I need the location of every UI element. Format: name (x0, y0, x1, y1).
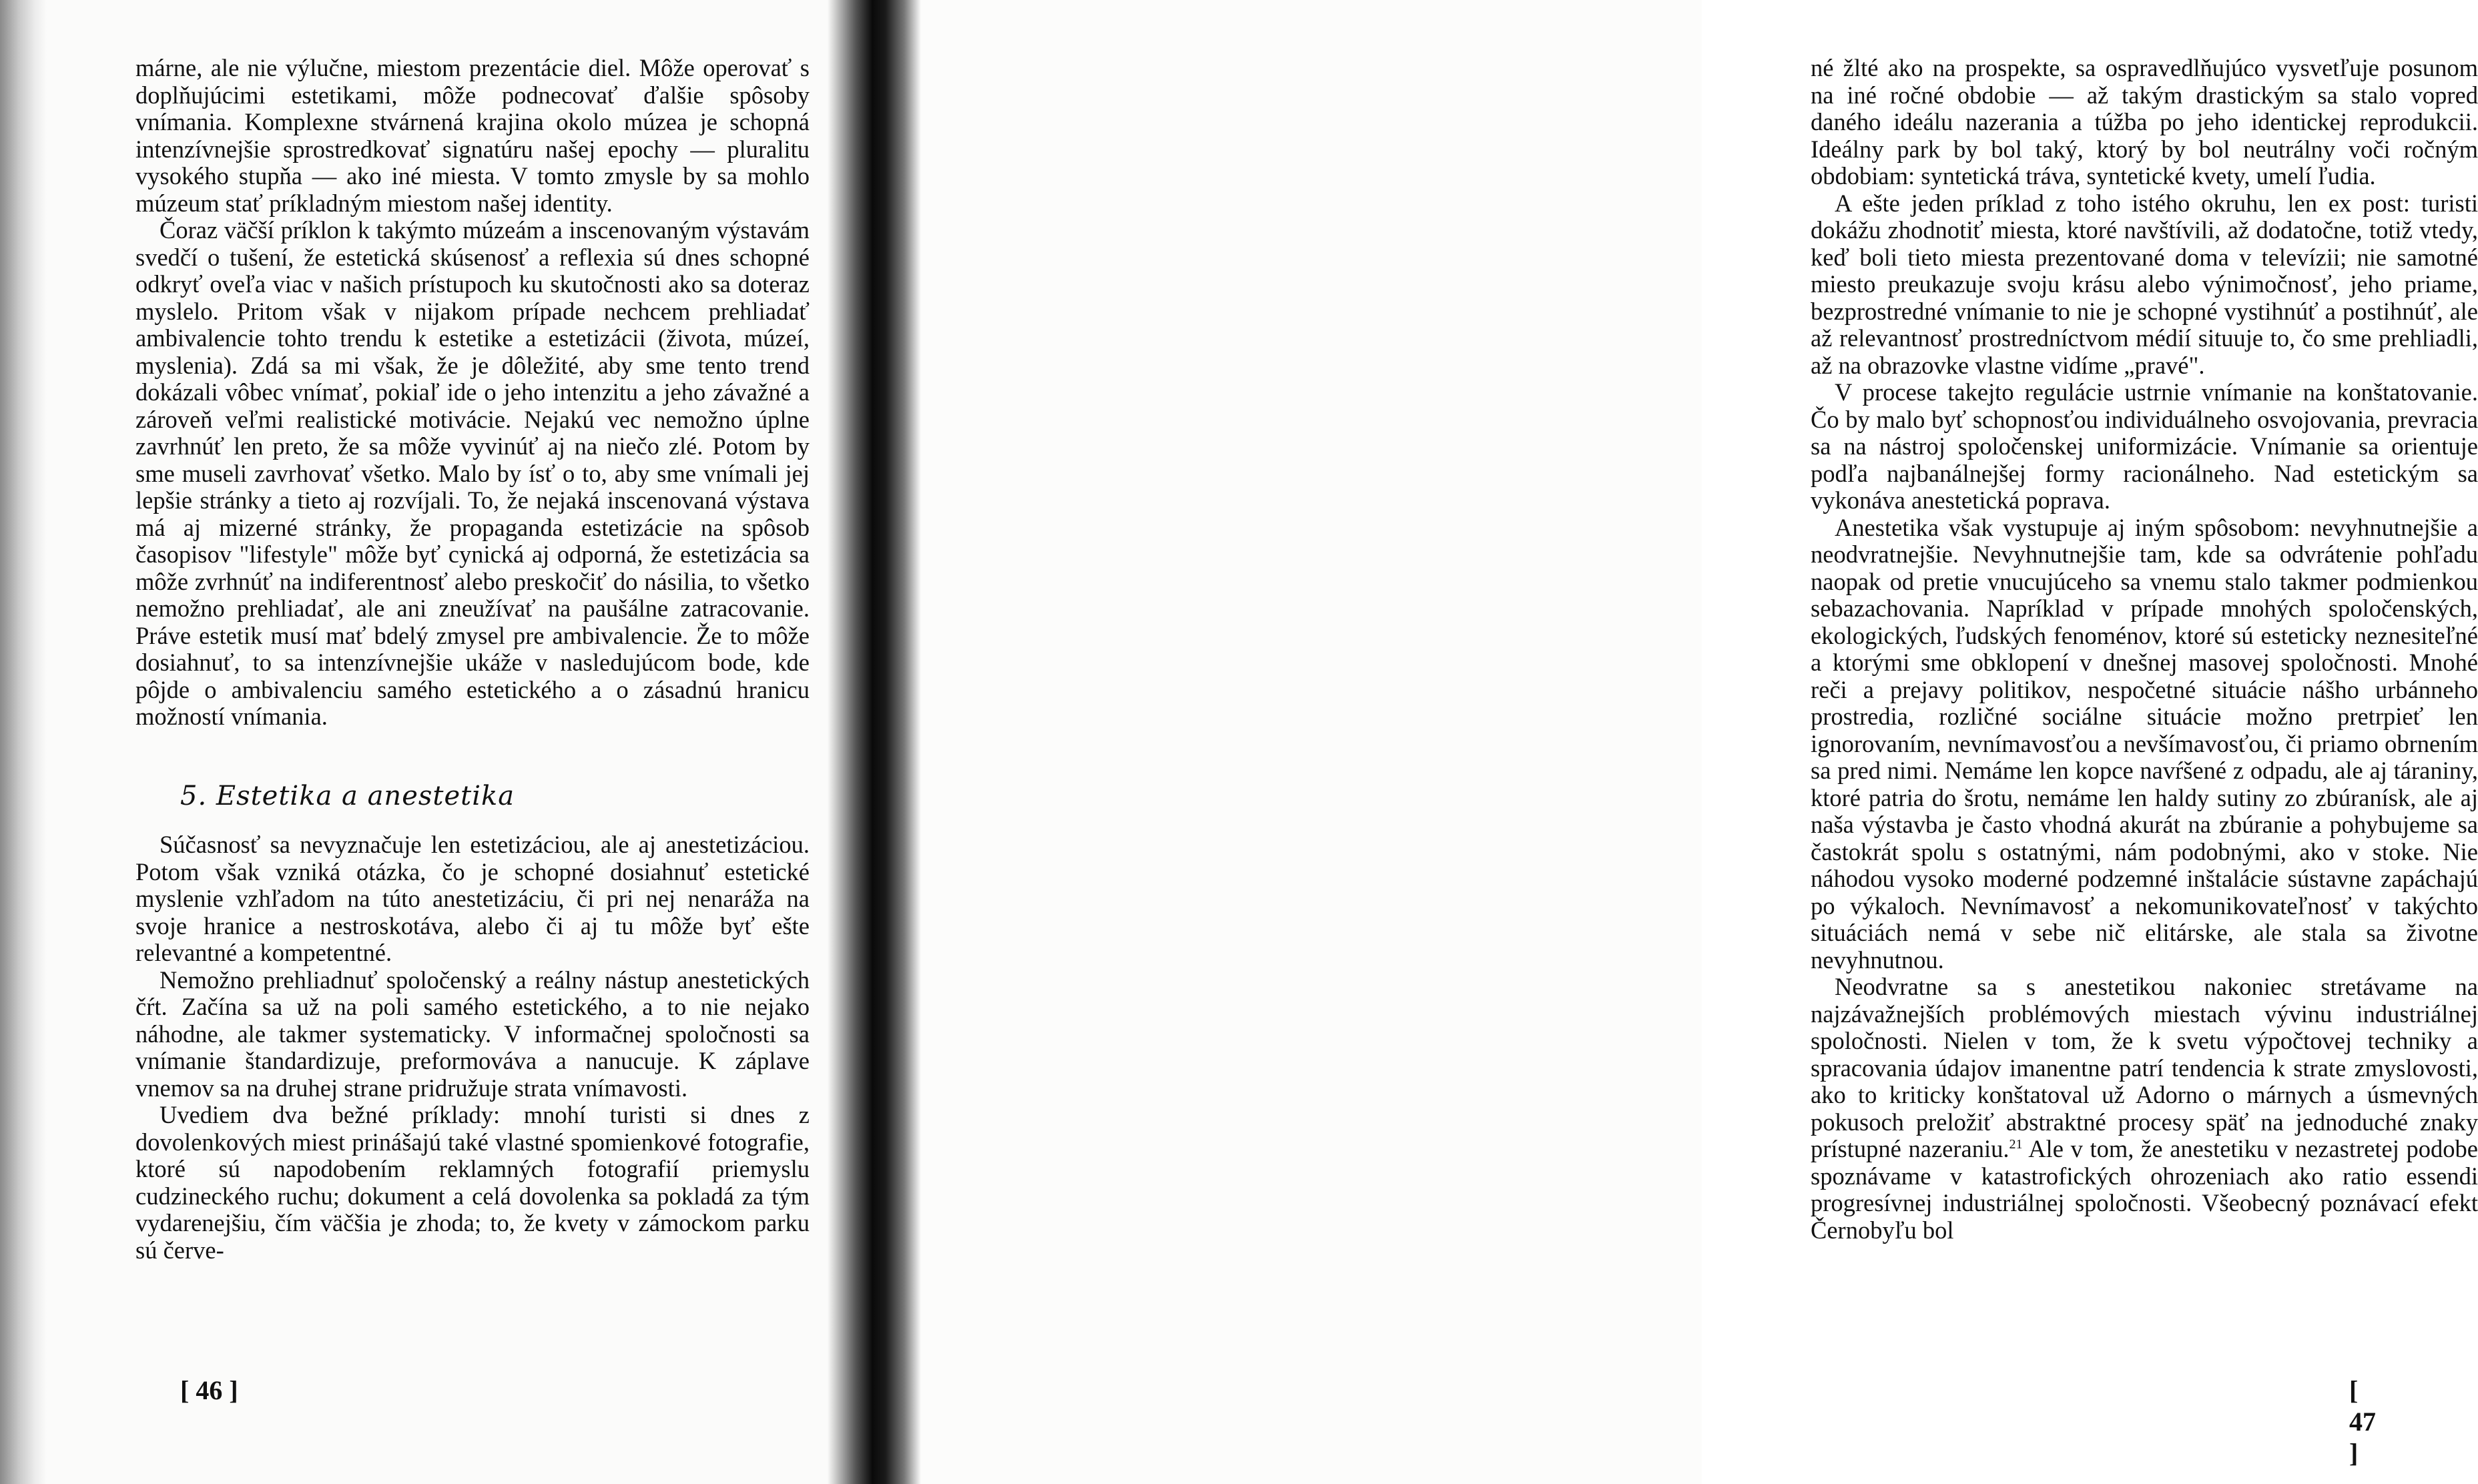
left-page-body-bottom (135, 831, 810, 1264)
section-heading: 5. Estetika a anestetika (180, 781, 515, 811)
paragraph (1811, 974, 2478, 1244)
page-edge-shadow (0, 0, 47, 1484)
paragraph: Súčasnosť sa nevyznačuje len estetizáciou, ale aj anestetizáciou. Potom však vzniká otázka, čo je schopné dosiahnuť estetické myslenie vzhľadom na túto anestetizáciu, či pri nej nenaráža na svoje hranice a nestroskotáva, alebo či aj tu môže byť ešte relevantné a kompetentné. (135, 831, 810, 966)
paragraph: né žlté ako na prospekte, sa ospravedlňujúco vysvetľuje posunom na iné ročné obdobie — až takým drastickým sa stalo vopred daného ideálu nazerania a túžba po jeho identickej reprodukcii. Ideálny park by bol taký, ktorý by bol neutrálny voči ročným obdobiam: syntetická tráva, syntetické kvety, umelí ľudia. (1811, 54, 2478, 190)
page-number: [ 47 ] (2349, 1375, 2376, 1468)
right-page-body (1811, 55, 2478, 1244)
paragraph-text: Neodvratne sa s anestetikou nakoniec stretávame na najzávažnejších problémových miestach vývinu industriálnej spoločnosti. Nielen v tom, že k svetu výpočtovej techniky a spracovania údajov imanentne patrí tendencia k strate zmyslovosti, ako to kriticky konštatoval už Adorno o márnych a úsmevných pokusoch preložiť abstraktné procesy späť na jednoduché znaky prístupné nazeraniu. (1811, 973, 2478, 1162)
left-page-body-top (135, 55, 810, 731)
paragraph: Čoraz väčší príklon k takýmto múzeám a inscenovaným výstavám svedčí o tušení, že estetická skúsenosť a reflexia sú dnes schopné odkryť oveľa viac v našich prístupoch ku skutočnosti ako sa doteraz myslelo. Pritom však v nijakom prípade nechcem prehliadať ambivalencie tohto trendu k estetike a estetizácii (života, múzeí, myslenia). Zdá sa mi však, že je dôležité, aby sme tento trend dokázali vôbec vnímať, pokiaľ ide o jeho intenzitu a jeho závažné a zároveň veľmi realistické motivácie. Nejakú vec nemožno úplne zavrhnúť len preto, že sa môže vyvinúť aj na niečo zlé. Potom by sme museli zavrhovať všetko. Malo by ísť o to, aby sme vnímali jej lepšie stránky a tieto aj rozvíjali. To, že nejaká inscenovaná výstava má aj mizerné stránky, že propaganda estetizácie na spôsob časopisov "lifestyle" môže byť cynická aj odporná, že estetizácia sa môže zvrhnúť na indiferentnosť alebo preskočiť do násilia, to všetko nemožno prehliadať, ale ani zneužívať na paušálne zatracovanie. Práve estetik musí mať bdelý zmysel pre ambivalencie. Že to môže dosiahnuť, to sa intenzívnejšie ukáže v nasledujúcom bode, kde pôjde o ambivalenciu samého estetického a o zásadnú hranicu možností vnímania. (135, 216, 810, 730)
paragraph: V procese takejto regulácie ustrnie vnímanie na konštatovanie. Čo by malo byť schopnosťou individuálneho osvojovania, prevracia sa na nástroj spoločenskej uniformizácie. Vnímanie sa orientuje podľa najbanálnejšej formy racionálneho. Nad estetickým sa vykonáva anestetická poprava. (1811, 378, 2478, 514)
paragraph: Uvediem dva bežné príklady: mnohí turisti si dnes z dovolenkových miest prinášajú také vlastné spomienkové fotografie, ktoré sú napodobením reklamných fotografií priemyslu cudzineckého ruchu; dokument a celá dovolenka sa pokladá za tým vydarenejšiu, čím väčšia je zhoda; to, že kvety v zámockom parku sú červe- (135, 1101, 810, 1264)
paragraph: márne, ale nie výlučne, miestom prezentácie diel. Môže operovať s doplňujúcimi estetikami, môže podnecovať ďalšie spôsoby vnímania. Komplexne stvárnená krajina okolo múzea je schopná intenzívnejšie sprostredkovať signatúru našej epochy — pluralitu vysokého stupňa — ako iné miesta. V tomto zmysle by sa mohlo múzeum stať príkladným miestom našej identity. (135, 54, 810, 217)
paragraph: A ešte jeden príklad z toho istého okruhu, len ex post: turisti dokážu zhodnotiť miesta, ktoré navštívili, až dodatočne, totiž vtedy, keď boli tieto miesta prezentované doma v televízii; nie samotné miesto preukazuje svoju krásu alebo výnimočnosť, jeho priame, bezprostredné vnímanie to nie je schopné vystihnúť a postihnúť, ale až relevantnosť prostredníctvom médií situuje to, čo sme prehliadli, až na obrazovke vlastne vidíme „pravé". (1811, 189, 2478, 379)
book-gutter-shadow (828, 0, 921, 1484)
footnote-reference: 21 (2009, 1136, 2023, 1152)
left-page (0, 0, 851, 1484)
paragraph: Nemožno prehliadnuť spoločenský a reálny nástup anestetických čŕt. Začína sa už na poli samého estetického, a to nie nejako náhodne, ale takmer systematicky. V informačnej spoločnosti sa vnímanie štandardizuje, preformováva a nanucuje. K záplave vnemov sa na druhej strane pridružuje strata vnímavosti. (135, 966, 810, 1102)
page-number: [ 46 ] (180, 1375, 238, 1405)
paragraph: Anestetika však vystupuje aj iným spôsobom: nevyhnutnejšie a neodvratnejšie. Nevyhnutnejšie tam, kde sa odvrátenie pohľadu naopak od pretie vnucujúceho sa vnemu stalo takmer podmienkou sebazachovania. Napríklad v prípade mnohých spoločenských, ekologických, ľudských fenoménov, ktoré sú esteticky neznesiteľné a ktorými sme obklopení v dnešnej masovej spoločnosti. Mnohé reči a prejavy politikov, nespočetné situácie nášho urbánneho prostredia, rozličné sociálne situácie možno pretrpieť len ignorovaním, nevnímavosťou a nevšímavosťou, či priamo obrnením sa pred nimi. Nemáme len kopce navŕšené z odpadu, ale aj táraniny, ktoré patria do šrotu, nemáme len haldy sutiny zo zbúranísk, ale aj naša výstavba je často vhodná akurát na zbúranie a pohybujeme sa častokrát spolu s ostatnými, nám podobnými, ako v stoke. Nie náhodou vysoko moderné podzemné inštalácie sústavne zapáchajú po výkaloch. Nevnímavosť a nekomunikovateľnosť v takýchto situáciách nemá v sebe nič elitárske, ale stala sa životne nevyhnutnou. (1811, 513, 2478, 974)
right-page (851, 0, 2478, 1484)
paragraph-text: Ale v tom, že anestetiku v nezastretej podobe spoznávame v katastrofických ohrozeniach ako ratio essendi progresívnej industriálnej spoločnosti. Všeobecný poznávací efekt Černobyľu bol (1811, 1135, 2478, 1244)
